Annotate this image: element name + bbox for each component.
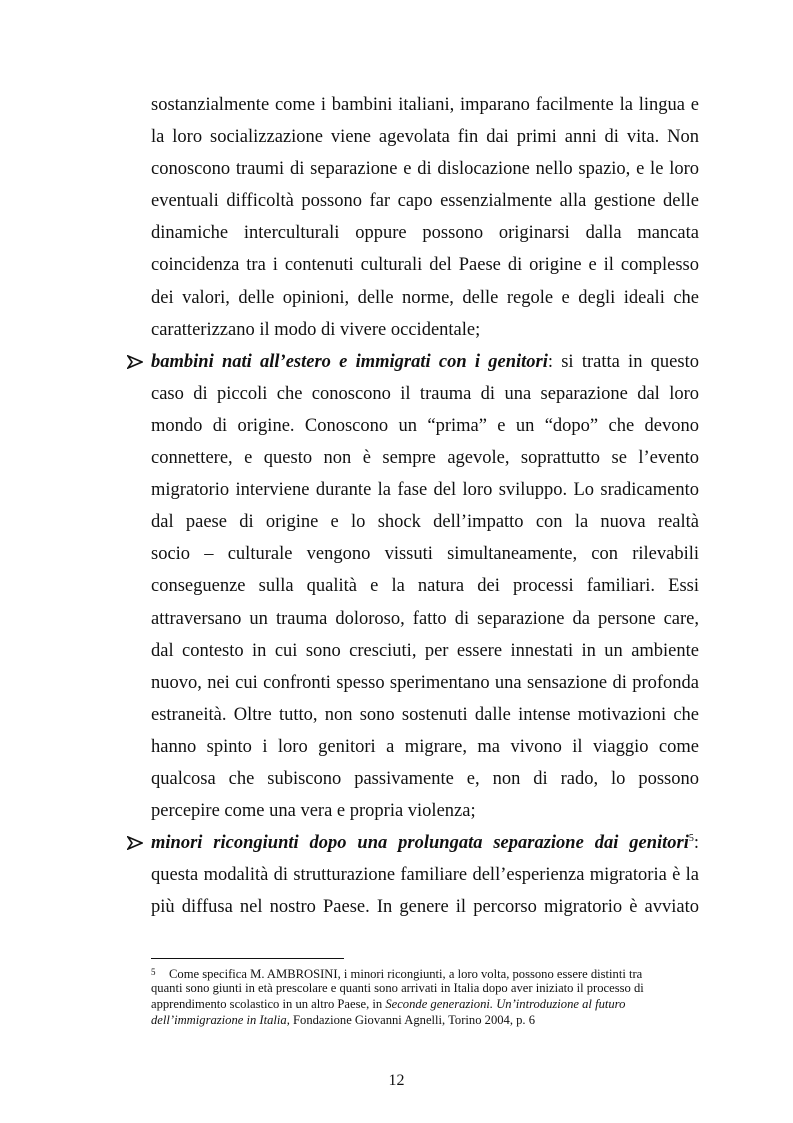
text-line: estraneità. Oltre tutto, non sono sostenuti dalle intense motivazioni che: [151, 704, 699, 725]
paragraph-continuation: [151, 89, 699, 346]
footnote-line: [151, 1012, 699, 1028]
footnote-line: [151, 996, 699, 1012]
arrowhead-bullet-icon: [127, 827, 145, 859]
arrowhead-bullet-icon: [127, 346, 145, 378]
text-line: qualcosa che subiscono passivamente e, non di rado, lo possono: [151, 768, 699, 789]
bullet-term: minori ricongiunti dopo una prolungata separazione dai genitori: [151, 833, 689, 854]
text-line: questa modalità di strutturazione familiare dell’esperienza migratoria è la: [151, 865, 699, 886]
body-text: [151, 89, 699, 923]
footnote-book-title: dell’immigrazione in Italia,: [151, 1013, 290, 1027]
footnote-book-title: Seconde generazioni. Un’introduzione al futuro: [385, 997, 626, 1011]
text-line: migratorio interviene durante la fase del loro sviluppo. Lo sradicamento: [151, 480, 699, 501]
footnote-line: [151, 964, 699, 980]
text-line: dei valori, delle opinioni, delle norme, delle regole e degli ideali che: [151, 287, 699, 308]
footnote-line: quanti sono giunti in età prescolare e quanti sono arrivati in Italia dopo aver iniziato il processo di: [151, 981, 644, 995]
text-line: percepire come una vera e propria violenza;: [151, 801, 476, 822]
footnote-text: apprendimento scolastico in un altro Paese, in: [151, 997, 386, 1011]
text-line: attraversano un trauma doloroso, fatto di separazione da persone care,: [151, 608, 699, 629]
footnote: [151, 964, 699, 1028]
footnote-reference[interactable]: 5: [688, 833, 694, 845]
bullet-item-born-abroad: [151, 346, 699, 827]
bullet-term: bambini nati all’estero e immigrati con i genitori: [151, 351, 548, 372]
footnote-text: Fondazione Giovanni Agnelli, Torino 2004, p. 6: [289, 1013, 536, 1027]
text-line: caso di piccoli che conoscono il trauma di una separazione dal loro: [151, 383, 699, 404]
text-line: dal contesto in cui sono cresciuti, per essere innestati in un ambiente: [151, 640, 699, 661]
text-line: eventuali difficoltà possono far capo essenzialmente alla gestione delle: [151, 191, 699, 212]
text-line: sostanzialmente come i bambini italiani, imparano facilmente la lingua e: [151, 95, 699, 115]
text-line: mondo di origine. Conoscono un “prima” e un “dopo” che devono: [151, 415, 699, 436]
text-line: nuovo, nei cui confronti spesso sperimentano una sensazione di profonda: [151, 672, 699, 693]
text-line: conoscono traumi di separazione e di dislocazione nello spazio, e le loro: [151, 159, 699, 180]
text-line: hanno spinto i loro genitori a migrare, ma vivono il viaggio come: [151, 736, 699, 757]
footnote-text: Come specifica M. AMBROSINI, i minori ricongiunti, a loro volta, possono essere distinti tra: [169, 967, 643, 981]
text-line: dinamiche interculturali oppure possono originarsi dalla mancata: [151, 223, 699, 244]
text-line: socio – culturale vengono vissuti simultaneamente, con rilevabili: [151, 544, 699, 565]
text-line: connettere, e questo non è sempre agevole, soprattutto se l’evento: [151, 448, 699, 469]
footnote-separator: [151, 958, 344, 959]
text-line: conseguenze sulla qualità e la natura dei processi familiari. Essi: [151, 576, 699, 597]
text-line: caratterizzano il modo di vivere occidentale;: [151, 319, 481, 340]
text-line: [151, 827, 699, 859]
text-line: la loro socializzazione viene agevolata fin dai primi anni di vita. Non: [151, 127, 699, 148]
footnote-number: 5: [151, 967, 156, 977]
text-line: coincidenza tra i contenuti culturali del Paese di origine e il complesso: [151, 255, 699, 276]
page-number: 12: [388, 1072, 405, 1089]
bullet-first-line-rest: :: [693, 833, 699, 854]
bullet-first-line-rest: : si tratta in questo: [547, 351, 699, 372]
text-line: più diffusa nel nostro Paese. In genere il percorso migratorio è avviato: [151, 897, 699, 918]
text-line: [151, 346, 699, 378]
bullet-item-reunited-minors: [151, 827, 699, 923]
text-line: dal paese di origine e lo shock dell’impatto con la nuova realtà: [151, 512, 699, 533]
